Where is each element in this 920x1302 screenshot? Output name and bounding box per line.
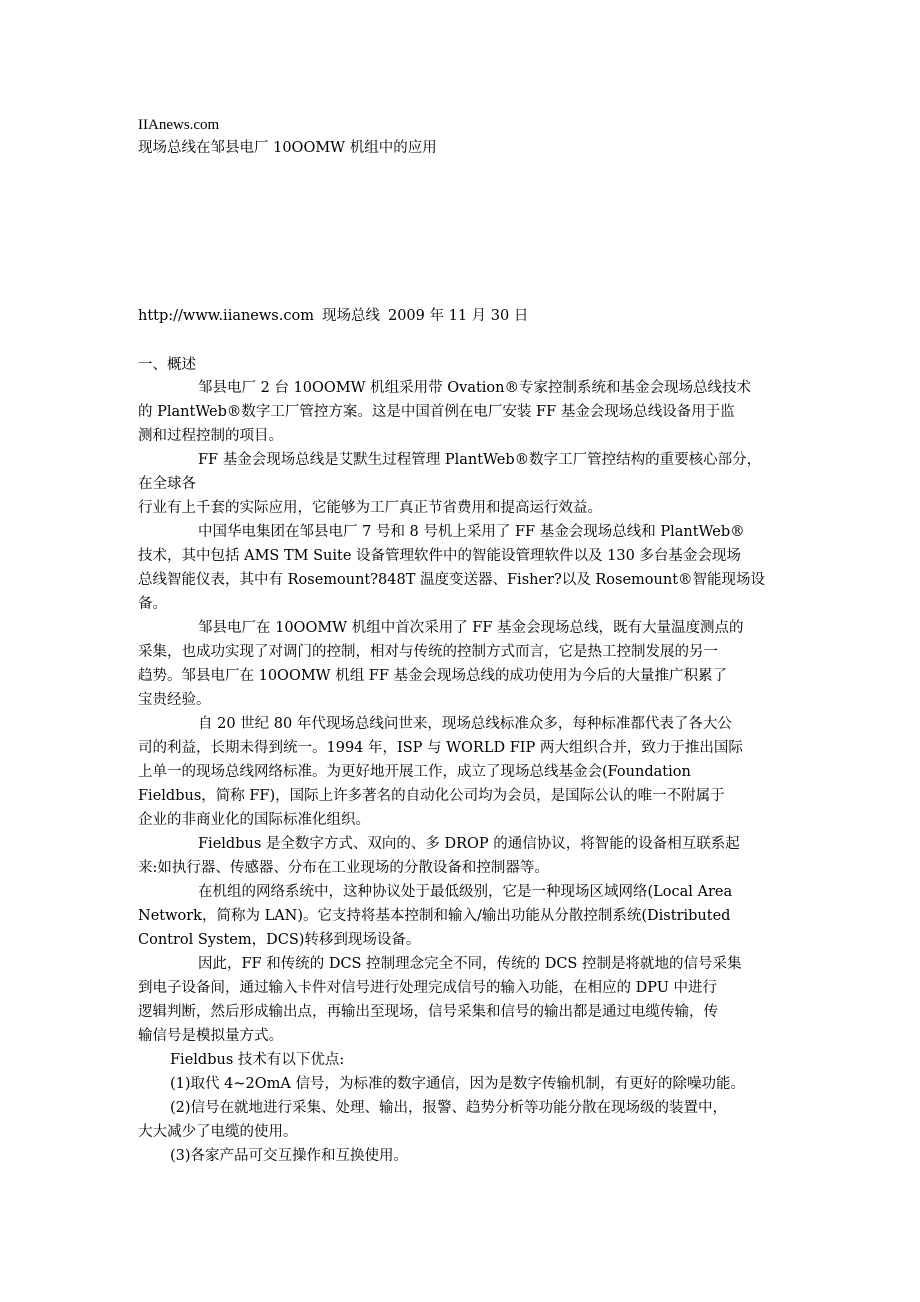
body-line: Network，简称为 LAN)。它支持将基本控制和输入/输出功能从分散控制系统(Distributed xyxy=(138,908,731,924)
body-line: Fieldbus 是全数字方式、双向的、多 DROP 的通信协议，将智能的设备相互联系起 xyxy=(198,836,740,852)
body-line: 宝贵经验。 xyxy=(138,692,211,708)
section-heading: 一、概述 xyxy=(138,357,196,373)
body-line: 总线智能仪表，其中有 Rosemount?848T 温度变送器、Fisher?以及 Rosemount®智能现场设 xyxy=(138,572,766,588)
body-line: 邹县电厂在 10OOMW 机组中首次采用了 FF 基金会现场总线，既有大量温度测点的 xyxy=(198,620,744,636)
site-name: IIAnews.com xyxy=(138,117,220,133)
body-line: 行业有上千套的实际应用，它能够为工厂真正节省费用和提高运行效益。 xyxy=(138,500,602,516)
publish-date: 2009 年 11 月 30 日 xyxy=(387,308,529,324)
body-line: 输信号是模拟量方式。 xyxy=(138,1028,283,1044)
body-line: 司的利益，长期未得到统一。1994 年，ISP 与 WORLD FIP 两大组织合并，致力于推出国际 xyxy=(138,740,743,756)
list-item-continuation: 大大减少了电缆的使用。 xyxy=(138,1124,298,1140)
body-line: 企业的非商业化的国际标准化组织。 xyxy=(138,812,370,828)
source-url: http://www.iianews.com xyxy=(138,308,314,324)
list-item: (2)信号在就地进行采集、处理、输出，报警、趋势分析等功能分散在现场级的装置中， xyxy=(170,1100,728,1116)
category-label: 现场总线 xyxy=(321,308,380,324)
body-line: 邹县电厂 2 台 10OOMW 机组采用带 Ovation®专家控制系统和基金会现场总线技术 xyxy=(198,380,752,396)
body-line: 上单一的现场总线网络标准。为更好地开展工作，成立了现场总线基金会(Foundation xyxy=(138,764,691,780)
body-line: 技术，其中包括 AMS TM Suite 设备管理软件中的智能设管理软件以及 130 多台基金会现场 xyxy=(138,548,741,564)
body-line: 到电子设备间，通过输入卡件对信号进行处理完成信号的输入功能，在相应的 DPU 中进行 xyxy=(138,980,718,996)
body-line: 逻辑判断，然后形成输出点，再输出至现场，信号采集和信号的输出都是通过电缆传输，传 xyxy=(138,1004,718,1020)
body-line: 来:如执行器、传感器、分布在工业现场的分散设备和控制器等。 xyxy=(138,860,549,876)
body-line: 测和过程控制的项目。 xyxy=(138,428,283,444)
body-line: 在全球各 xyxy=(138,476,196,492)
body-line: 自 20 世纪 80 年代现场总线问世来，现场总线标准众多，每种标准都代表了各大公 xyxy=(198,716,732,732)
body-line: Fieldbus，简称 FF)，国际上许多著名的自动化公司均为会员，是国际公认的唯一不附属于 xyxy=(138,788,725,804)
list-intro: Fieldbus 技术有以下优点: xyxy=(170,1052,345,1068)
article-title: 现场总线在邹县电厂 10OOMW 机组中的应用 xyxy=(138,140,437,156)
body-line: 备。 xyxy=(138,596,167,612)
list-item: (3)各家产品可交互操作和互换使用。 xyxy=(170,1148,409,1164)
body-line: 趋势。邹县电厂在 10OOMW 机组 FF 基金会现场总线的成功使用为今后的大量推广积累了 xyxy=(138,668,728,684)
article-meta xyxy=(138,306,528,326)
list-item: (1)取代 4~2OmA 信号，为标准的数字通信，因为是数字传输机制，有更好的除噪功能。 xyxy=(170,1076,745,1092)
body-line: FF 基金会现场总线是艾默生过程管理 PlantWeb®数字工厂管控结构的重要核心部分， xyxy=(198,452,762,468)
body-line: Control System，DCS)转移到现场设备。 xyxy=(138,932,421,948)
body-line: 在机组的网络系统中，这种协议处于最低级别，它是一种现场区域网络(Local Area xyxy=(198,884,733,900)
body-line: 的 PlantWeb®数字工厂管控方案。这是中国首例在电厂安装 FF 基金会现场总线设备用于监 xyxy=(138,404,735,420)
body-line: 采集，也成功实现了对调门的控制，相对与传统的控制方式而言，它是热工控制发展的另一 xyxy=(138,644,718,660)
body-line: 中国华电集团在邹县电厂 7 号和 8 号机上采用了 FF 基金会现场总线和 PlantWeb® xyxy=(198,524,745,540)
body-line: 因此，FF 和传统的 DCS 控制理念完全不同，传统的 DCS 控制是将就地的信号采集 xyxy=(198,956,742,972)
